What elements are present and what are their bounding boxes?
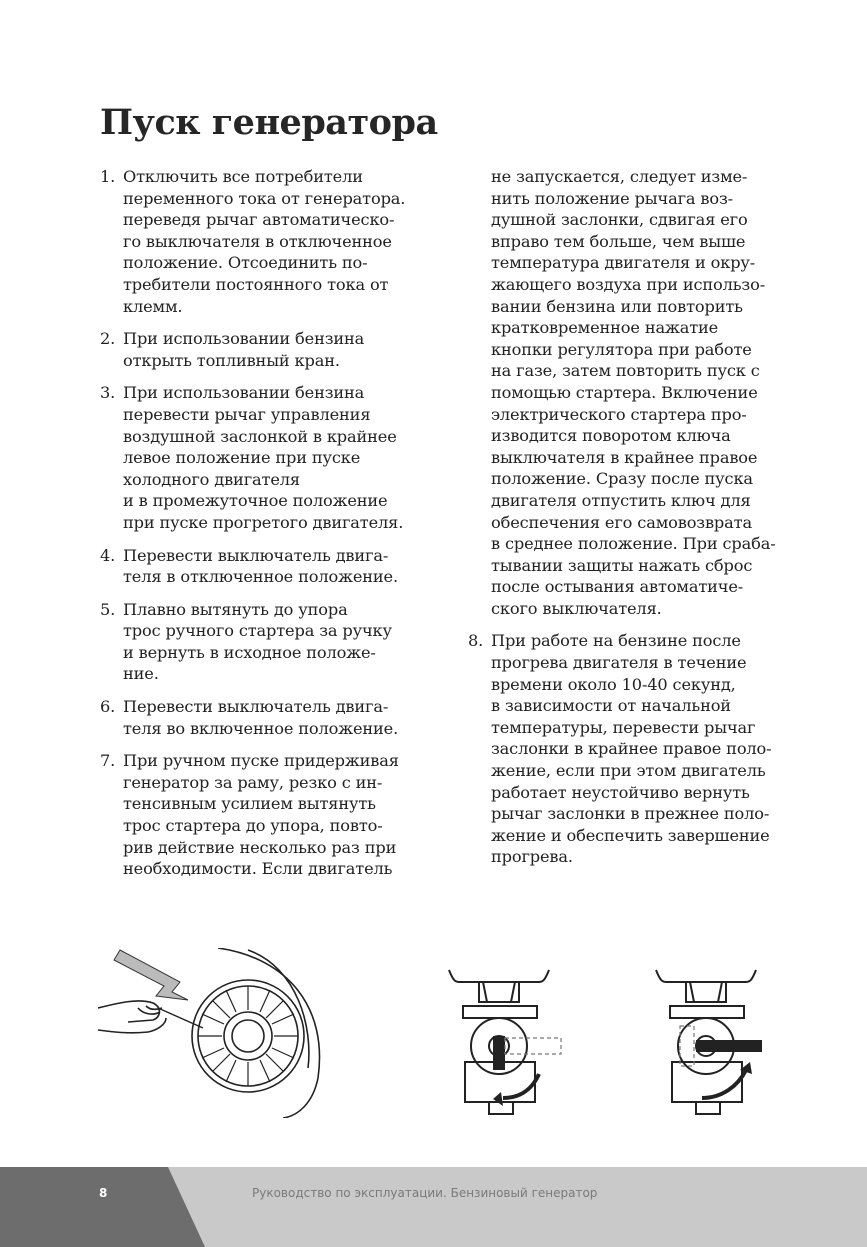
text-line: открыть топливный кран. <box>123 350 340 370</box>
text-line: трос стартера до упора, повто- <box>123 816 383 836</box>
list-item-text <box>123 750 440 880</box>
text-line: выключателя в крайнее правое <box>491 447 758 467</box>
text-line: двигателя отпустить ключ для <box>491 490 751 510</box>
text-line: температура двигателя и окру- <box>491 253 756 273</box>
text-line: обеспечения его самовозврата <box>491 512 752 532</box>
text-line: тенсивным усилием вытянуть <box>123 794 376 814</box>
left-column <box>100 166 440 891</box>
text-line: ского выключателя. <box>491 598 662 618</box>
text-line: При использовании бензина <box>123 383 365 403</box>
text-line: перевести рычаг управления <box>123 404 371 424</box>
list-item-text <box>123 599 440 685</box>
list-item-1 <box>100 166 440 317</box>
text-line: душной заслонки, сдвигая его <box>491 210 748 230</box>
text-line: нить положение рычага воз- <box>491 188 733 208</box>
text-line: При использовании бензина <box>123 329 365 349</box>
text-line: кнопки регулятора при работе <box>491 339 752 359</box>
text-line: вании бензина или повторить <box>491 296 743 316</box>
text-line: При ручном пуске придерживая <box>123 751 399 771</box>
list-item-5 <box>100 599 440 685</box>
recoil-starter-illustration <box>98 948 324 1118</box>
text-line: прогрева. <box>491 847 573 867</box>
list-number: 3. <box>100 383 116 403</box>
text-line: воздушной заслонкой в крайнее <box>123 426 397 446</box>
list-number: 7. <box>100 751 116 771</box>
list-item-7 <box>100 750 440 880</box>
text-line: Отключить все потребители <box>123 167 363 186</box>
text-line: при пуске прогретого двигателя. <box>123 512 404 532</box>
text-line: времени около 10-40 секунд, <box>491 674 736 694</box>
text-line: холодного двигателя <box>123 469 300 489</box>
text-line: не запускается, следует изме- <box>491 167 748 186</box>
text-line: в среднее положение. При сраба- <box>491 534 776 554</box>
list-item-2 <box>100 328 440 371</box>
page-footer <box>0 1167 867 1247</box>
choke-lever-open-illustration <box>650 966 770 1116</box>
text-line: жение, если при этом двигатель <box>491 761 766 781</box>
text-line: помощью стартера. Включение <box>491 382 758 402</box>
text-line: переменного тока от генератора. <box>123 188 406 208</box>
list-item-text <box>123 166 440 317</box>
text-line: кратковременное нажатие <box>491 318 719 338</box>
footer-caption: Руководство по эксплуатации. Бензиновый генератор <box>252 1186 598 1200</box>
text-line: генератор за раму, резко с ин- <box>123 772 383 792</box>
choke-lever-closed-illustration <box>443 966 569 1116</box>
text-line: прогрева двигателя в течение <box>491 653 747 673</box>
list-item-6 <box>100 696 440 739</box>
text-line: рычаг заслонки в прежнее поло- <box>491 804 770 824</box>
list-item-text <box>123 382 440 533</box>
text-line: изводится поворотом ключа <box>491 426 731 446</box>
text-line: жающего воздуха при использо- <box>491 274 766 294</box>
text-line: необходимости. Если двигатель <box>123 859 393 879</box>
text-line: в зависимости от начальной <box>491 696 731 716</box>
text-line: требители постоянного тока от <box>123 274 389 294</box>
text-line: левое положение при пуске <box>123 448 361 468</box>
list-item-text <box>123 696 440 739</box>
text-line: и вернуть в исходное положе- <box>123 642 376 662</box>
list-number: 6. <box>100 697 116 717</box>
text-line: Перевести выключатель двига- <box>123 545 389 565</box>
list-number: 1. <box>100 167 116 186</box>
list-item-text <box>123 545 440 588</box>
list-number: 4. <box>100 545 116 565</box>
text-line: переведя рычаг автоматическо- <box>123 210 395 230</box>
text-line: и в промежуточное положение <box>123 491 388 511</box>
text-line: теля во включенное положение. <box>123 718 399 738</box>
text-line: заслонки в крайнее правое поло- <box>491 739 772 759</box>
page-title: Пуск генератора <box>100 102 438 143</box>
text-line: теля в отключенное положение. <box>123 567 398 587</box>
list-item-3 <box>100 382 440 533</box>
text-line: после остывания автоматиче- <box>491 577 744 597</box>
text-line: тывании защиты нажать сброс <box>491 555 753 575</box>
list-item-text <box>123 328 440 371</box>
text-line: работает неустойчиво вернуть <box>491 782 750 802</box>
text-line: жение и обеспечить завершение <box>491 825 770 845</box>
text-line: клемм. <box>123 296 183 316</box>
text-line: Плавно вытянуть до упора <box>123 599 348 619</box>
text-line: вправо тем больше, чем выше <box>491 231 746 251</box>
list-number: 2. <box>100 329 116 349</box>
text-line: го выключателя в отключенное <box>123 231 392 251</box>
text-line: При работе на бензине после <box>491 631 741 651</box>
right-column <box>468 166 803 879</box>
text-line: электрического стартера про- <box>491 404 747 424</box>
text-line: температуры, перевести рычаг <box>491 717 756 737</box>
text-line: положение. Отсоединить по- <box>123 253 368 273</box>
text-line: трос ручного стартера за ручку <box>123 621 392 641</box>
page-number: 8 <box>99 1186 108 1200</box>
list-item-8 <box>468 630 803 868</box>
list-number: 8. <box>468 631 484 651</box>
list-number: 5. <box>100 599 116 619</box>
list-item-7-continuation <box>468 166 803 619</box>
text-line: ние. <box>123 664 159 684</box>
text-line: рив действие несколько раз при <box>123 837 397 857</box>
list-item-4 <box>100 545 440 588</box>
list-item-text <box>491 630 803 868</box>
text-line: Перевести выключатель двига- <box>123 697 389 717</box>
text-line: на газе, затем повторить пуск с <box>491 361 760 381</box>
text-line: положение. Сразу после пуска <box>491 469 753 489</box>
